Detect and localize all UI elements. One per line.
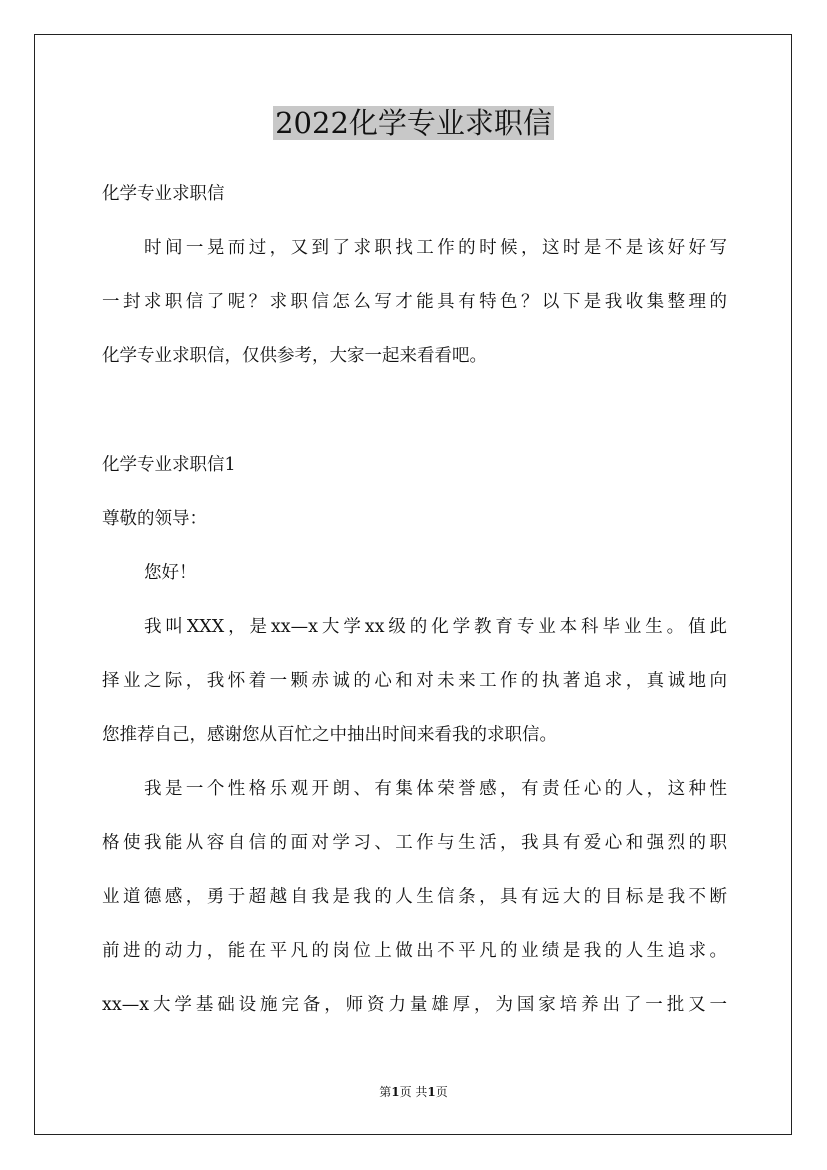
letter-greeting: 您好！	[144, 563, 197, 583]
intro-line-2: 一封求职信了呢？求职信怎么写才能具有特色？以下是我收集整理的	[102, 292, 727, 312]
letter-heading: 化学专业求职信1	[102, 455, 236, 475]
paragraph2-line-4: 前进的动力，能在平凡的岗位上做出不平凡的业绩是我的人生追求。	[102, 941, 727, 961]
footer-page-prefix: 第	[379, 1085, 392, 1099]
paragraph1-line-2: 择业之际，我怀着一颗赤诚的心和对未来工作的执著追求，真诚地向	[102, 671, 727, 691]
document-title	[0, 100, 827, 146]
paragraph2-line-5: xx—x大学基础设施完备，师资力量雄厚，为国家培养出了一批又一	[102, 995, 727, 1015]
footer-page-mid: 页 共	[399, 1085, 428, 1099]
footer-total-pages: 1	[427, 1085, 436, 1099]
letter-salutation: 尊敬的领导：	[102, 509, 207, 529]
intro-line-3: 化学专业求职信，仅供参考，大家一起来看看吧。	[102, 346, 487, 366]
footer-page-number: 1	[391, 1085, 400, 1099]
document-subtitle: 化学专业求职信	[102, 184, 225, 204]
page-footer	[0, 1082, 827, 1102]
paragraph1-line-1: 我叫XXX，是xx—x大学xx级的化学教育专业本科毕业生。值此	[144, 617, 727, 637]
footer-page-suffix: 页	[435, 1085, 448, 1099]
paragraph1-line-3: 您推荐自己，感谢您从百忙之中抽出时间来看我的求职信。	[102, 725, 557, 745]
paragraph2-line-3: 业道德感，勇于超越自我是我的人生信条，具有远大的目标是我不断	[102, 887, 727, 907]
paragraph2-line-2: 格使我能从容自信的面对学习、工作与生活，我具有爱心和强烈的职	[102, 833, 727, 853]
intro-line-1: 时间一晃而过，又到了求职找工作的时候，这时是不是该好好写	[144, 238, 727, 258]
document-title-text: 2022化学专业求职信	[275, 106, 552, 140]
paragraph2-line-1: 我是一个性格乐观开朗、有集体荣誉感，有责任心的人，这种性	[144, 779, 727, 799]
